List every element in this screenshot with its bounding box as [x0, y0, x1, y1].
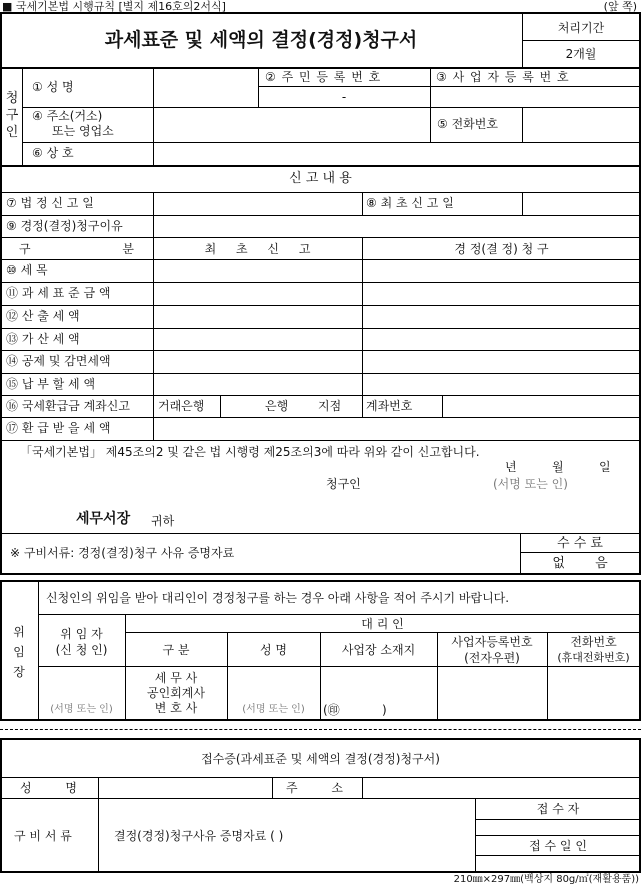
col-header-correction: 경 정(결 정) 청 구: [454, 242, 549, 256]
tax-base-correction[interactable]: [364, 283, 639, 304]
refund-amount-label: ⑰ 환 급 받 을 세 액: [6, 421, 111, 435]
form-reference: ■ 국세기본법 시행규칙 [별지 제16호의2서식]: [2, 0, 226, 13]
brn-field[interactable]: [431, 87, 639, 106]
reason-label: ⑨ 경정(결정)청구이유: [6, 219, 123, 233]
trade-name-label: ⑥ 상 호: [32, 146, 74, 160]
bank-field[interactable]: [221, 396, 261, 416]
agent-col-name: 성 명: [260, 643, 287, 657]
agent-type-tax-accountant[interactable]: 세 무 사: [154, 671, 198, 685]
declaration-claimant-label: 청구인: [326, 477, 361, 491]
location-suffix: ): [382, 703, 387, 717]
first-date-label: ⑧ 최 초 신 고 일: [366, 196, 454, 210]
col-header-category: 구 분: [19, 242, 134, 256]
col-header-first: 최 초 신 고: [204, 242, 311, 256]
processing-period-label: 처리기간: [557, 21, 605, 35]
calculated-tax-correction[interactable]: [364, 306, 639, 327]
branch-field[interactable]: [292, 396, 316, 416]
receiver-label: 접 수 자: [536, 802, 580, 816]
additional-tax-correction[interactable]: [364, 329, 639, 350]
first-date-field[interactable]: [523, 193, 639, 214]
receipt-date-label: 접 수 일 인: [529, 839, 587, 853]
agent-col-location: 사업장 소재지: [341, 643, 416, 657]
brn-label: ③ 사 업 자 등 록 번 호: [436, 70, 570, 84]
trade-name-field[interactable]: [155, 143, 639, 164]
tax-item-correction[interactable]: [364, 260, 639, 281]
payable-tax-correction[interactable]: [364, 374, 639, 395]
tax-item-first[interactable]: [155, 260, 360, 281]
cut-line: [0, 729, 641, 730]
receipt-address-label: 주 소: [286, 781, 343, 795]
receipt-title: 접수증(과세표준 및 세액의 결정(경정)청구서): [201, 752, 440, 766]
receipt-date-field[interactable]: [477, 856, 639, 871]
agent-col-type: 구 분: [162, 643, 190, 657]
agent-type-lawyer[interactable]: 변 호 사: [154, 701, 198, 715]
payable-tax-first[interactable]: [155, 374, 360, 395]
bank-label: 거래은행: [158, 399, 205, 413]
page-side-label: (앞 쪽): [603, 0, 637, 13]
declaration-text: 「국세기본법」 제45조의2 및 같은 법 시행령 제25조의3에 따라 위와 같이 신고합니다.: [20, 445, 480, 459]
delegator-label: 위 임 자: [60, 627, 103, 641]
agent-col-mobile: (휴대전화번호): [557, 651, 630, 664]
report-section-title: 신 고 내 용: [289, 171, 352, 186]
row-label-additional-tax: ⑬ 가 산 세 액: [6, 332, 80, 346]
agent-col-phone: 전화번호: [570, 635, 617, 649]
account-field[interactable]: [443, 396, 639, 416]
phone-field[interactable]: [523, 108, 639, 142]
form-title: 과세표준 및 세액의 결정(경정)청구서: [104, 29, 418, 51]
rrn-label: ② 주 민 등 록 번 호: [265, 70, 382, 84]
addressee-honorific: 귀하: [151, 514, 175, 528]
delegator-label-2: (신 청 인): [55, 643, 108, 657]
agent-phone-field[interactable]: [550, 668, 638, 718]
refund-amount-field[interactable]: [155, 418, 639, 439]
name-field[interactable]: [155, 69, 257, 107]
row-label-deduction: ⑭ 공제 및 감면세액: [6, 354, 111, 368]
paper-spec: 210㎜×297㎜(백상지 80g/㎡(재활용품)): [453, 874, 639, 885]
claimant-section-label: 청구인: [5, 91, 19, 140]
fee-label: 수 수 료: [557, 536, 603, 551]
receipt-name-label: 성 명: [20, 781, 77, 795]
legal-date-field[interactable]: [155, 193, 360, 214]
agent-header: 대 리 인: [361, 617, 404, 631]
bank-unit: 은행: [265, 399, 289, 413]
name-label: ① 성 명: [32, 80, 74, 94]
date-day-label: 일: [599, 460, 611, 474]
row-label-calculated-tax: ⑫ 산 출 세 액: [6, 309, 80, 323]
receipt-name-field[interactable]: [100, 778, 271, 798]
address-label: ④ 주소(거소): [32, 109, 103, 123]
delegation-side-label: 위임장: [13, 625, 25, 679]
processing-period-value: 2개월: [565, 47, 597, 61]
account-label: 계좌번호: [366, 399, 413, 413]
refund-account-label: ⑯ 국세환급금 계좌신고: [6, 399, 130, 413]
agent-sign-hint[interactable]: (서명 또는 인): [242, 704, 305, 715]
location-prefix: (㊞: [323, 703, 340, 717]
address-label-2: 또는 영업소: [52, 124, 114, 138]
reason-field[interactable]: [155, 216, 639, 237]
tax-base-first[interactable]: [155, 283, 360, 304]
agent-col-email: (전자우편): [464, 651, 520, 665]
date-month-label: 월: [552, 460, 564, 474]
receipt-docs-label: 구 비 서 류: [14, 829, 72, 843]
deduction-correction[interactable]: [364, 351, 639, 372]
tax-office-addressee: 세무서장: [76, 511, 131, 527]
receipt-address-field[interactable]: [364, 778, 639, 798]
receiver-field[interactable]: [477, 820, 639, 834]
receipt-docs-text: 결정(경정)청구사유 증명자료 ( ): [114, 829, 284, 843]
phone-label: ⑤ 전화번호: [437, 117, 498, 131]
date-year-label: 년: [505, 460, 517, 474]
agent-col-brn: 사업자등록번호: [451, 635, 533, 649]
calculated-tax-first[interactable]: [155, 306, 360, 327]
row-label-tax-item: ⑩ 세 목: [6, 263, 48, 277]
agent-brn-field[interactable]: [440, 668, 545, 718]
fee-value: 없 음: [552, 556, 608, 571]
row-label-tax-base: ⑪ 과 세 표 준 금 액: [6, 286, 111, 300]
declaration-signature-hint[interactable]: (서명 또는 인): [493, 477, 568, 491]
agent-type-cpa[interactable]: 공인회계사: [147, 686, 205, 700]
rrn-field[interactable]: -: [341, 90, 347, 104]
address-field[interactable]: [155, 108, 428, 142]
branch-unit: 지점: [318, 399, 342, 413]
row-label-payable-tax: ⑮ 납 부 할 세 액: [6, 377, 96, 391]
delegator-sign-hint[interactable]: (서명 또는 인): [50, 704, 113, 715]
additional-tax-first[interactable]: [155, 329, 360, 350]
legal-date-label: ⑦ 법 정 신 고 일: [6, 196, 94, 210]
delegation-intro: 신청인의 위임을 받아 대리인이 경정청구를 하는 경우 아래 사항을 적어 주시기 바랍니다.: [46, 591, 510, 605]
deduction-first[interactable]: [155, 351, 360, 372]
attachments-text: ※ 구비서류: 경정(결정)청구 사유 증명자료: [10, 546, 235, 560]
